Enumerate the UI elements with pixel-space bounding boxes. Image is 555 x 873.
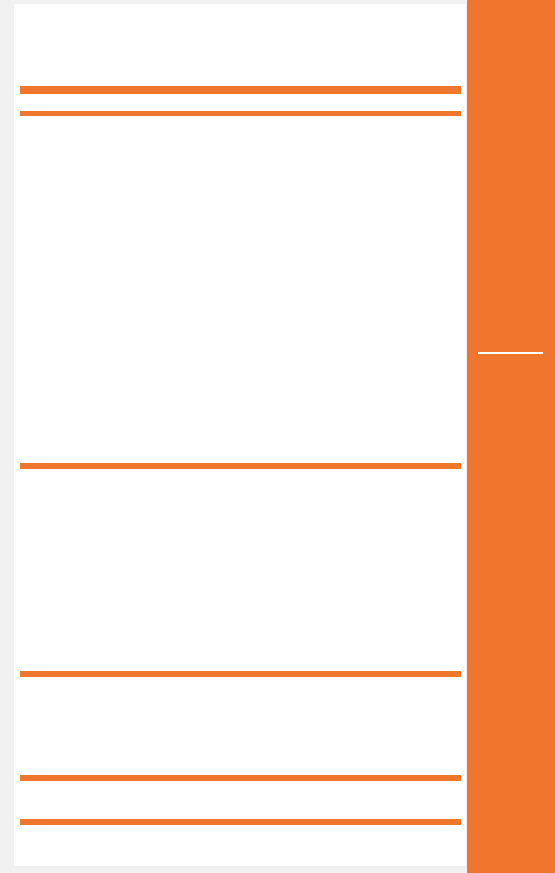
side-divider <box>478 352 543 354</box>
vitamins-end-bar <box>20 463 461 469</box>
side-info-panel <box>467 0 555 873</box>
facts-label-background <box>14 4 466 866</box>
top-divider-bar <box>20 86 461 94</box>
header-divider-bar <box>20 111 461 116</box>
fruits-end-bar <box>20 775 461 781</box>
footnote-bar <box>20 819 461 825</box>
antioxidant-end-bar <box>20 671 461 677</box>
